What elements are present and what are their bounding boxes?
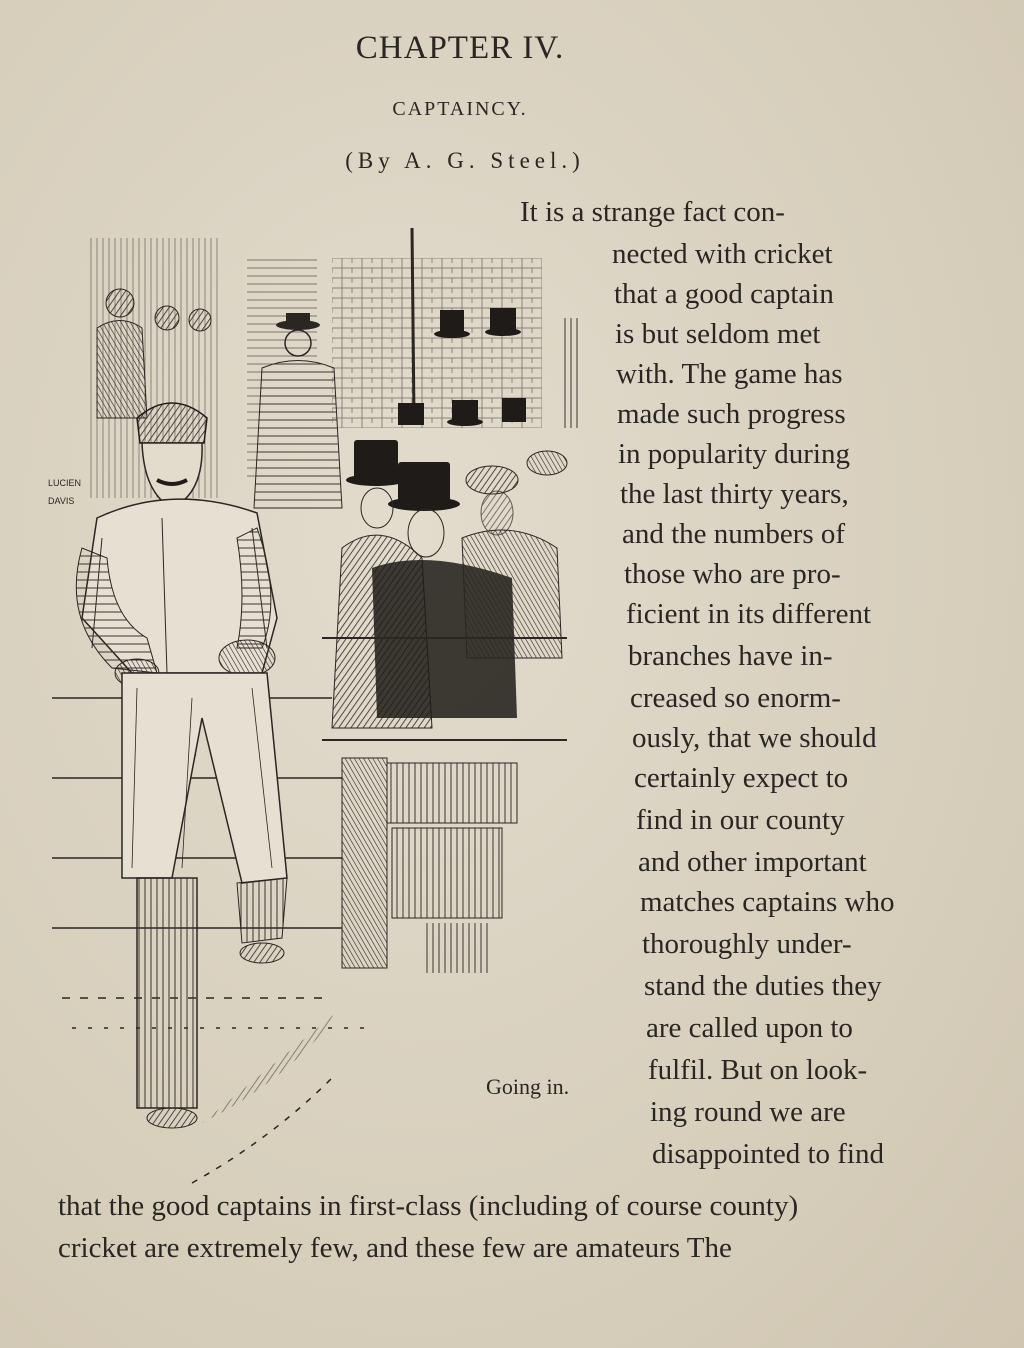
text-line: ing round we are <box>650 1096 846 1128</box>
text-line: with. The game has <box>616 358 843 390</box>
text-line: fulfil. But on look- <box>648 1054 868 1086</box>
text-line: and other important <box>638 846 867 878</box>
text-line: and the numbers of <box>622 518 846 550</box>
text-line: those who are pro- <box>624 558 841 590</box>
text-line: disappointed to find <box>652 1138 884 1170</box>
text-line: ously, that we should <box>632 722 877 754</box>
text-line: stand the duties they <box>644 970 882 1002</box>
text-line: that the good captains in first-class (including of course county) <box>58 1190 799 1222</box>
pavilion-steps <box>52 698 372 1183</box>
text-line: that a good captain <box>614 278 834 310</box>
text-line: matches captains who <box>640 886 895 918</box>
cricket-illustration <box>42 218 602 1198</box>
text-line: in popularity during <box>618 438 850 470</box>
illustration-caption: Going in. <box>486 1074 570 1099</box>
text-line: find in our county <box>636 804 845 836</box>
text-line: cricket are extremely few, and these few are amateurs The <box>58 1232 732 1264</box>
artist-signature: LUCIEN DAVIS <box>48 478 82 506</box>
text-line: made such progress <box>617 398 846 430</box>
text-line: thoroughly under- <box>642 928 852 960</box>
text-line: certainly expect to <box>634 762 849 794</box>
text-line: creased so enorm- <box>630 682 841 714</box>
batsman-figure <box>76 403 287 1128</box>
text-line: ficient in its different <box>626 598 872 630</box>
text-line: It is a strange fact con- <box>520 196 785 228</box>
text-line: is but seldom met <box>615 318 821 350</box>
text-line: the last thirty years, <box>620 478 849 510</box>
chapter-heading: CHAPTER IV. <box>355 30 565 66</box>
text-line: nected with cricket <box>612 238 833 270</box>
author-byline: (By A. G. Steel.) <box>345 148 585 173</box>
text-line: are called upon to <box>646 1012 853 1044</box>
text-line: branches have in- <box>628 640 833 672</box>
chapter-title: CAPTAINCY. <box>392 98 528 120</box>
